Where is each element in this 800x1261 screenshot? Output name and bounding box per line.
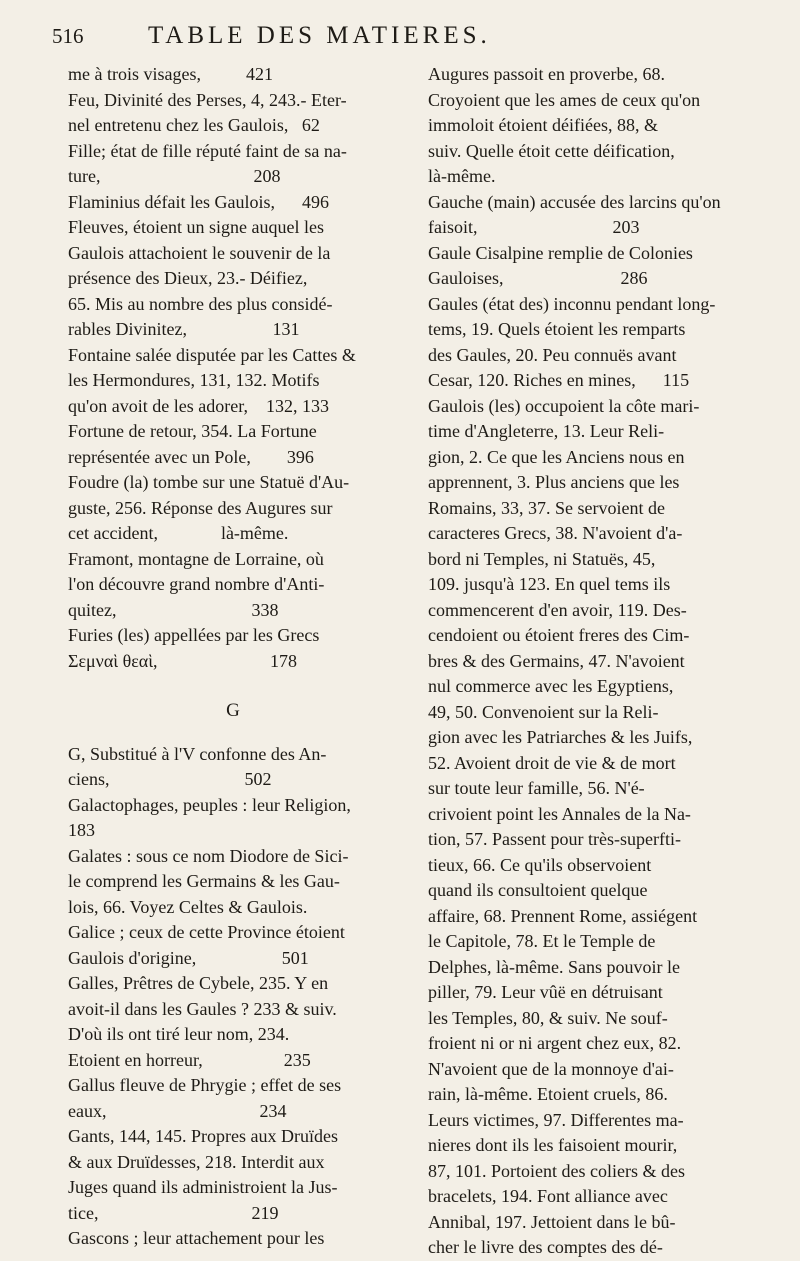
index-line: Cesar, 120. Riches en mines, 115 bbox=[428, 370, 690, 390]
index-line: ciens, 502 bbox=[68, 769, 272, 789]
index-line: 65. Mis au nombre des plus considé- bbox=[68, 293, 333, 314]
index-line: 183 bbox=[68, 820, 95, 840]
index-line: Fille; état de fille réputé faint de sa na- bbox=[68, 140, 347, 161]
index-line: gion, 2. Ce que les Anciens nous en bbox=[428, 446, 685, 467]
index-line: Gaulois attachoient le souvenir de la bbox=[68, 242, 331, 263]
index-line: Feu, Divinité des Perses, 4, 243.- Eter- bbox=[68, 89, 347, 110]
right-column bbox=[428, 62, 768, 1261]
index-line: des Gaules, 20. Peu connuës avant bbox=[428, 344, 677, 365]
index-line: le comprend les Germains & les Gau- bbox=[68, 871, 340, 891]
index-line: lois, 66. Voyez Celtes & Gaulois. bbox=[68, 896, 308, 917]
index-line: G, Substitué à l'V confonne des An- bbox=[68, 743, 327, 764]
index-line: quand ils consultoient quelque bbox=[428, 880, 648, 900]
index-line: l'on découvre grand nombre d'Anti- bbox=[68, 574, 325, 594]
index-line: rain, là-même. Etoient cruels, 86. bbox=[428, 1084, 668, 1104]
index-line: N'avoient que de la monnoye d'ai- bbox=[428, 1058, 674, 1079]
index-line: Galles, Prêtres de Cybele, 235. Y en bbox=[68, 973, 329, 993]
index-line: affaire, 68. Prennent Rome, assiégent bbox=[428, 905, 698, 926]
index-line: rables Divinitez, 131 bbox=[68, 319, 300, 339]
index-line: Gauche (main) accusée des larcins qu'on bbox=[428, 191, 721, 212]
index-line: Framont, montagne de Lorraine, où bbox=[68, 548, 324, 569]
index-line: eaux, 234 bbox=[68, 1100, 287, 1121]
index-line: Σεμναὶ θεαὶ, 178 bbox=[68, 650, 298, 671]
index-line: Annibal, 197. Jettoient dans le bû- bbox=[428, 1211, 676, 1232]
index-line: 87, 101. Portoient des coliers & des bbox=[428, 1160, 685, 1181]
index-line: 52. Avoient droit de vie & de mort bbox=[428, 752, 676, 773]
index-line: guste, 256. Réponse des Augures sur bbox=[68, 497, 333, 518]
index-line: immoloit étoient déifiées, 88, & bbox=[428, 115, 658, 135]
index-line: caracteres Grecs, 38. N'avoient d'a- bbox=[428, 523, 683, 543]
index-line: Gallus fleuve de Phrygie ; effet de ses bbox=[68, 1075, 342, 1095]
index-line: Gaulois (les) occupoient la côte mari- bbox=[428, 395, 700, 416]
index-line: gion avec les Patriarches & les Juifs, bbox=[428, 727, 693, 747]
index-line: Delphes, là-même. Sans pouvoir le bbox=[428, 956, 680, 977]
index-line: Fleuves, étoient un signe auquel les bbox=[68, 217, 324, 237]
index-line: crivoient point les Annales de la Na- bbox=[428, 803, 691, 824]
letter-section-heading: G bbox=[226, 700, 240, 721]
index-line: nel entretenu chez les Gaulois, 62 bbox=[68, 115, 320, 135]
index-line: Gaule Cisalpine remplie de Colonies bbox=[428, 242, 693, 263]
index-line: Romains, 33, 37. Se servoient de bbox=[428, 497, 665, 518]
index-line: tion, 57. Passent pour très-superfti- bbox=[428, 829, 681, 849]
index-line: tice, 219 bbox=[68, 1202, 279, 1223]
index-line: apprennent, 3. Plus anciens que les bbox=[428, 472, 680, 492]
index-line: le Capitole, 78. Et le Temple de bbox=[428, 931, 656, 951]
index-line: Galates : sous ce nom Diodore de Sici- bbox=[68, 845, 349, 866]
index-line: cendoient ou étoient freres des Cim- bbox=[428, 625, 690, 645]
index-line: piller, 79. Leur vûë en détruisant bbox=[428, 982, 663, 1002]
index-line: Gaulois d'origine, 501 bbox=[68, 947, 309, 968]
index-line: Croyoient que les ames de ceux qu'on bbox=[428, 89, 701, 110]
index-line: les Temples, 80, & suiv. Ne souf- bbox=[428, 1007, 668, 1028]
index-line: Juges quand ils administroient la Jus- bbox=[68, 1177, 338, 1197]
index-line: Gaules (état des) inconnu pendant long- bbox=[428, 293, 716, 314]
index-line: tems, 19. Quels étoient les remparts bbox=[428, 319, 686, 339]
index-line: suiv. Quelle étoit cette déification, bbox=[428, 140, 675, 161]
index-line: Galactophages, peuples : leur Religion, bbox=[68, 794, 351, 815]
page-header bbox=[52, 18, 772, 52]
index-line: Flaminius défait les Gaulois, 496 bbox=[68, 191, 329, 212]
index-line: avoit-il dans les Gaules ? 233 & suiv. bbox=[68, 998, 337, 1019]
index-line: 109. jusqu'à 123. En quel tems ils bbox=[428, 574, 671, 594]
index-line: Gauloises, 286 bbox=[428, 268, 648, 288]
index-line: quitez, 338 bbox=[68, 599, 279, 620]
index-line: cher le livre des comptes des dé- bbox=[428, 1237, 663, 1257]
index-line: Fontaine salée disputée par les Cattes & bbox=[68, 344, 356, 365]
index-line: sur toute leur famille, 56. N'é- bbox=[428, 778, 645, 798]
index-line: Galice ; ceux de cette Province étoient bbox=[68, 922, 345, 942]
index-line: time d'Angleterre, 13. Leur Reli- bbox=[428, 421, 665, 441]
index-line: représentée avec un Pole, 396 bbox=[68, 446, 314, 467]
index-line: & aux Druïdesses, 218. Interdit aux bbox=[68, 1151, 325, 1172]
index-line: commencerent d'en avoir, 119. Des- bbox=[428, 599, 687, 620]
index-line: Furies (les) appellées par les Grecs bbox=[68, 625, 320, 645]
index-line: Gants, 144, 145. Propres aux Druïdes bbox=[68, 1126, 338, 1146]
index-line: nul commerce avec les Egyptiens, bbox=[428, 676, 674, 696]
index-line: Foudre (la) tombe sur une Statuë d'Au- bbox=[68, 472, 350, 492]
index-line: 49, 50. Convenoient sur la Reli- bbox=[428, 701, 659, 722]
index-line: Gascons ; leur attachement pour les bbox=[68, 1228, 325, 1248]
index-line: Etoient en horreur, 235 bbox=[68, 1049, 311, 1070]
index-line: D'où ils ont tiré leur nom, 234. bbox=[68, 1024, 290, 1044]
index-line: froient ni or ni argent chez eux, 82. bbox=[428, 1033, 682, 1053]
index-line: bracelets, 194. Font alliance avec bbox=[428, 1186, 668, 1206]
index-line: les Hermondures, 131, 132. Motifs bbox=[68, 370, 320, 390]
left-column bbox=[68, 62, 398, 1252]
page-number: 516 bbox=[52, 24, 84, 48]
index-line: Augures passoit en proverbe, 68. bbox=[428, 64, 665, 84]
index-line: cet accident, là-même. bbox=[68, 523, 289, 543]
index-line: ture, 208 bbox=[68, 166, 281, 186]
index-line: faisoit, 203 bbox=[428, 217, 640, 237]
index-line: qu'on avoit de les adorer, 132, 133 bbox=[68, 395, 329, 416]
index-line: là-même. bbox=[428, 166, 496, 186]
index-line: Fortune de retour, 354. La Fortune bbox=[68, 421, 317, 441]
index-line: présence des Dieux, 23.- Déifiez, bbox=[68, 268, 308, 288]
index-line: tieux, 66. Ce qu'ils observoient bbox=[428, 854, 652, 875]
index-line: bord ni Temples, ni Statuës, 45, bbox=[428, 548, 656, 569]
index-line: bres & des Germains, 47. N'avoient bbox=[428, 650, 685, 671]
running-title: TABLE DES MATIERES. bbox=[148, 22, 491, 49]
index-line: Leurs victimes, 97. Differentes ma- bbox=[428, 1109, 684, 1130]
index-line: me à trois visages, 421 bbox=[68, 64, 273, 84]
index-line: nieres dont ils les faisoient mourir, bbox=[428, 1135, 678, 1155]
